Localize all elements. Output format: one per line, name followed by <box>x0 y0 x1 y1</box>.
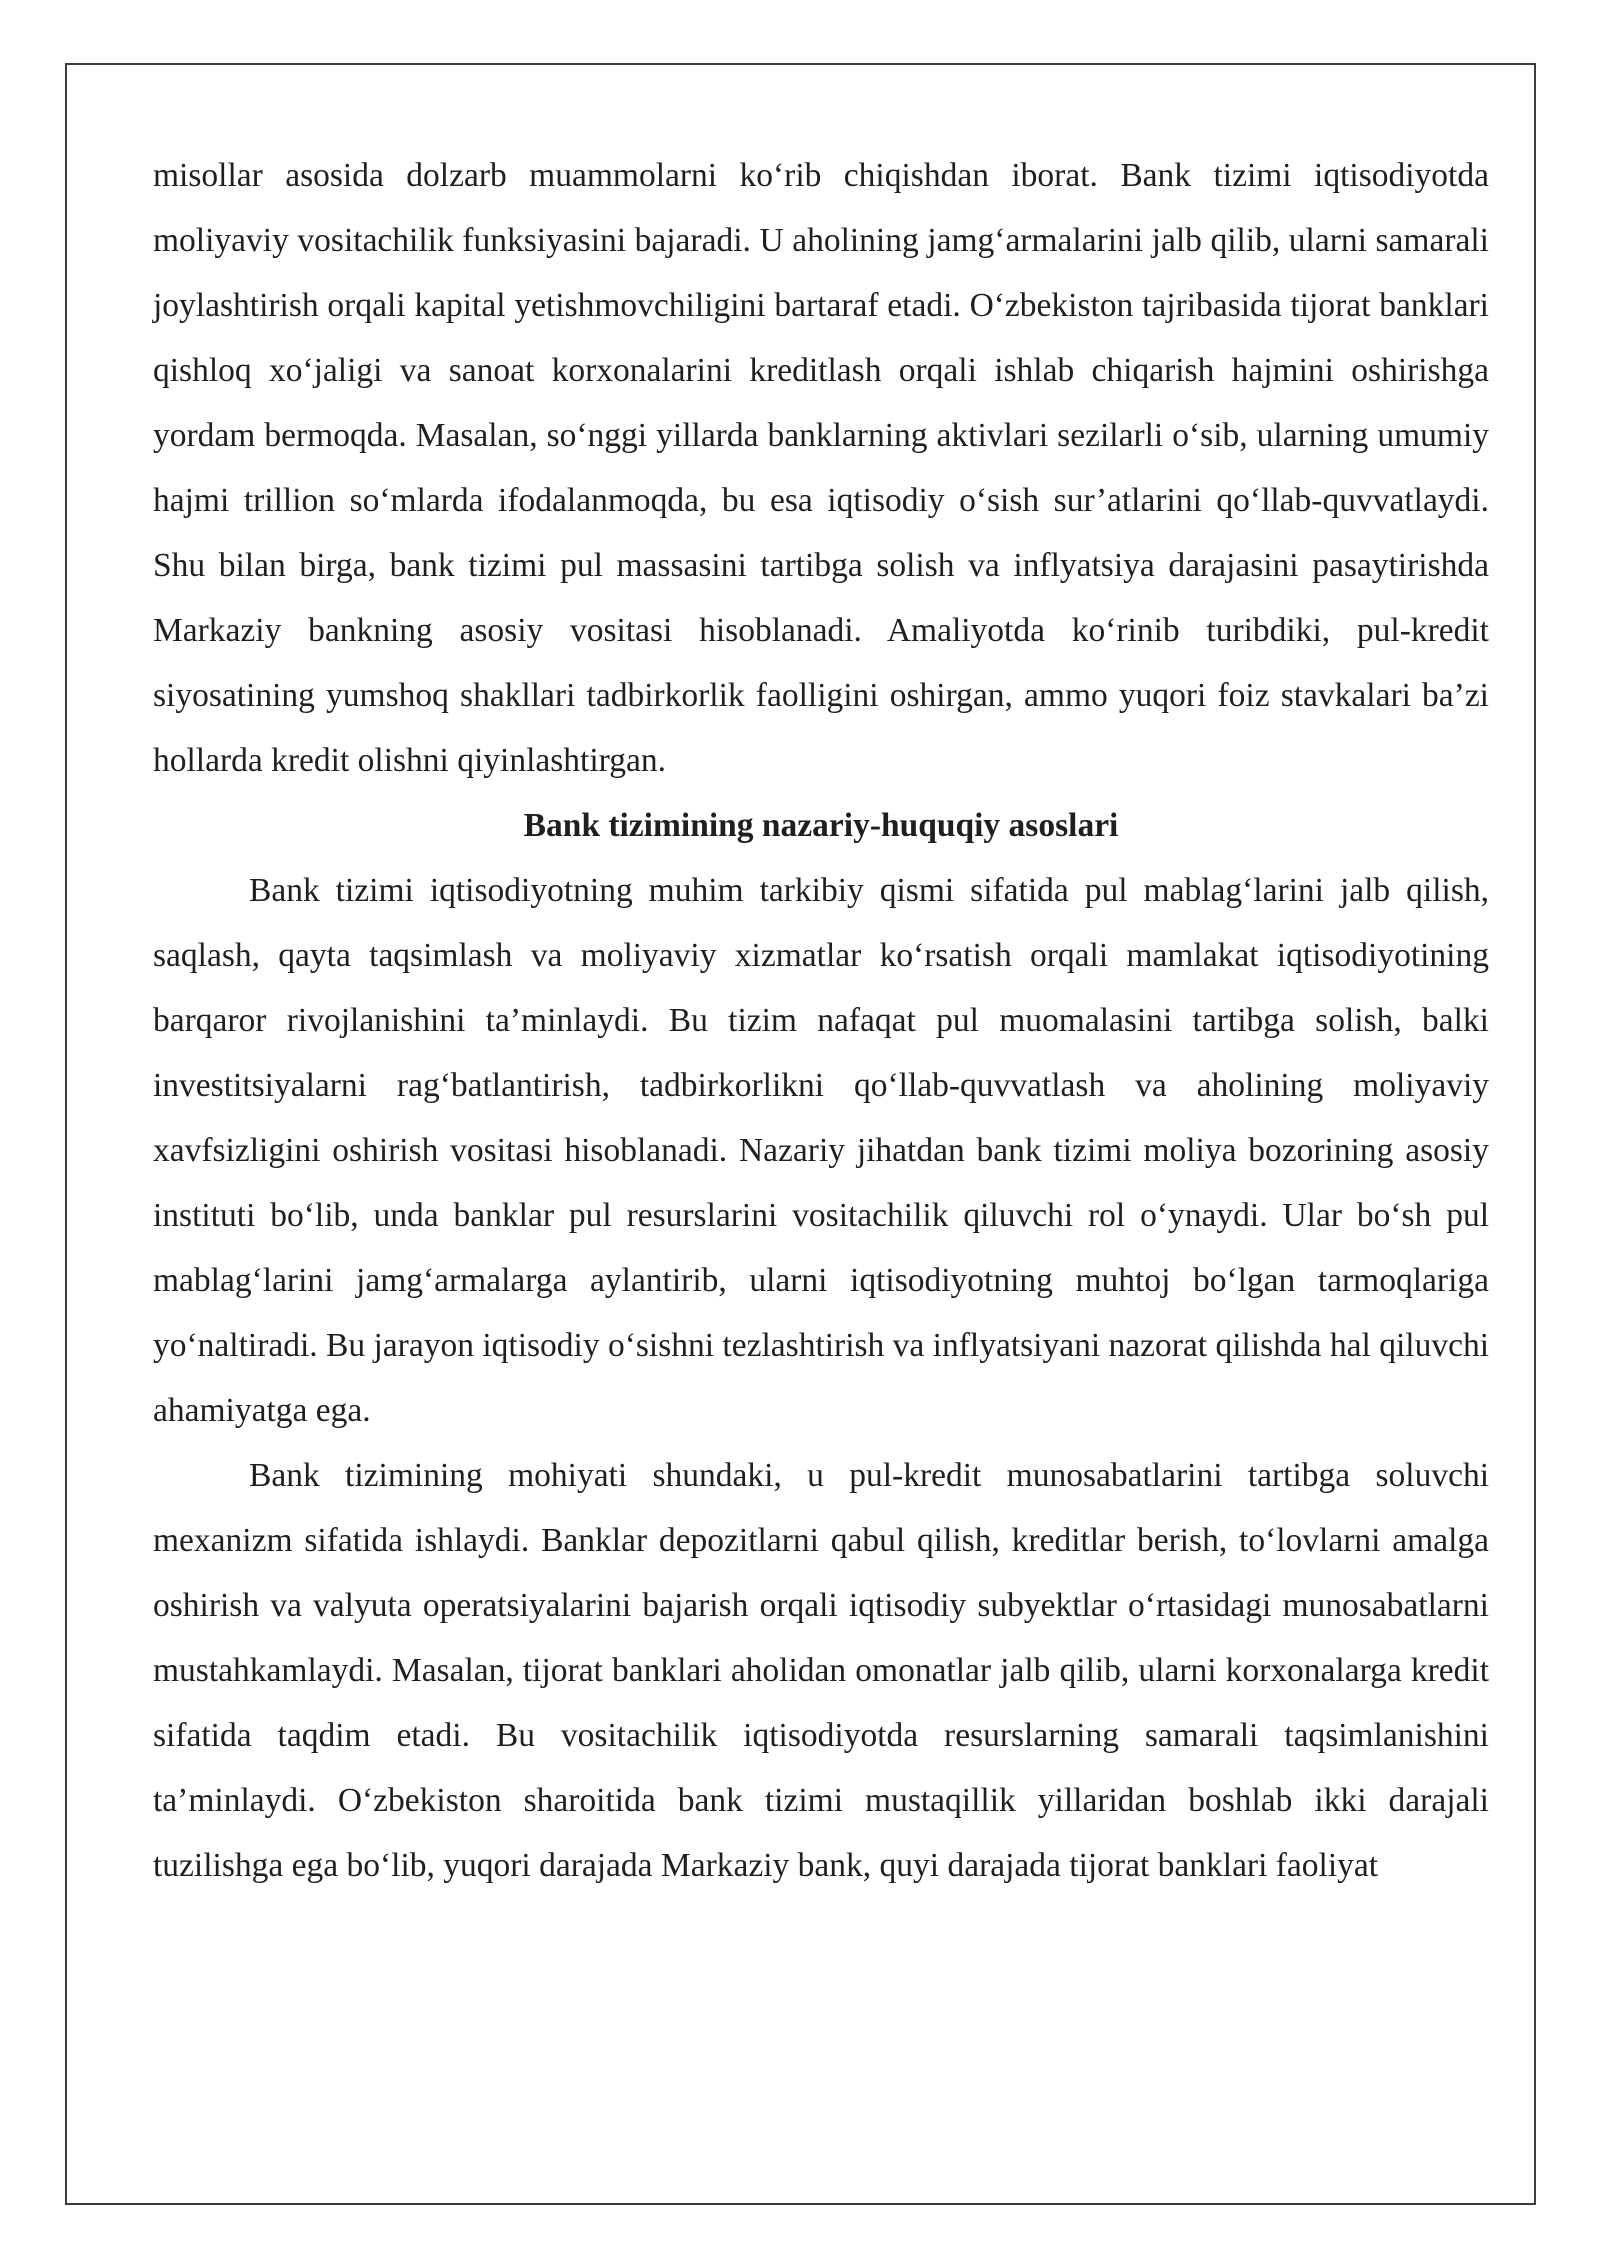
section-heading: Bank tizimining nazariy-huquqiy asoslari <box>523 807 1119 844</box>
paragraph-bank-system-essence: Bank tizimining mohiyati shundaki, u pul-kredit munosabatlarini tartibga soluvchi mexanizm sifatida ishlaydi. Banklar depozitlarni qabul qilish, kreditlar berish, to‘lovlarni amalga oshirish va valyuta operatsiyalarini bajarish orqali iqtisodiy subyektlar o‘rtasidagi munosabatlarni mustahkamlaydi. Masalan, tijorat banklari aholidan omonatlar jalb qilib, ularni korxonalarga kredit sifatida taqdim etadi. Bu vositachilik iqtisodiyotda resurslarning samarali taqsimlanishini ta’minlaydi. O‘zbekiston sharoitida bank tizimi mustaqillik yillaridan boshlab ikki darajali tuzilishga ega bo‘lib, yuqori darajada Markaziy bank, quyi darajada tijorat banklari faoliyat <box>153 1457 1489 1884</box>
paragraph-bank-system-role: Bank tizimi iqtisodiyotning muhim tarkibiy qismi sifatida pul mablag‘larini jalb qilish, saqlash, qayta taqsimlash va moliyaviy xizmatlar ko‘rsatish orqali mamlakat iqtisodiyotining barqaror rivojlanishini ta’minlaydi. Bu tizim nafaqat pul muomalasini tartibga solish, balki investitsiyalarni rag‘batlantirish, tadbirkorlikni qo‘llab-quvvatlash va aholining moliyaviy xavfsizligini oshirish vositasi hisoblanadi. Nazariy jihatdan bank tizimi moliya bozorining asosiy instituti bo‘lib, unda banklar pul resurslarini vositachilik qiluvchi rol o‘ynaydi. Ular bo‘sh pul mablag‘larini jamg‘armalarga aylantirib, ularni iqtisodiyotning muhtoj bo‘lgan tarmoqlariga yo‘naltiradi. Bu jarayon iqtisodiy o‘sishni tezlashtirish va inflyatsiyani nazorat qilishda hal qiluvchi ahamiyatga ega. <box>153 872 1490 1429</box>
paragraph-intro-continuation: misollar asosida dolzarb muammolarni ko‘rib chiqishdan iborat. Bank tizimi iqtisodiyotda moliyaviy vositachilik funksiyasini bajaradi. U aholining jamg‘armalarini jalb qilib, ularni samarali joylashtirish orqali kapital yetishmovchiligini bartaraf etadi. O‘zbekiston tajribasida tijorat banklari qishloq xo‘jaligi va sanoat korxonalarini kreditlash orqali ishlab chiqarish hajmini oshirishga yordam bermoqda. Masalan, so‘nggi yillarda banklarning aktivlari sezilarli o‘sib, ularning umumiy hajmi trillion so‘mlarda ifodalanmoqda, bu esa iqtisodiy o‘sish sur’atlarini qo‘llab-quvvatlaydi. Shu bilan birga, bank tizimi pul massasini tartibga solish va inflyatsiya darajasini pasaytirishda Markaziy bankning asosiy vositasi hisoblanadi. Amaliyotda ko‘rinib turibdiki, pul-kredit siyosatining yumshoq shakllari tadbirkorlik faolligini oshirgan, ammo yuqori foiz stavkalari ba’zi hollarda kredit olishni qiyinlashtirgan. <box>153 157 1489 779</box>
document-body <box>153 143 1489 1898</box>
